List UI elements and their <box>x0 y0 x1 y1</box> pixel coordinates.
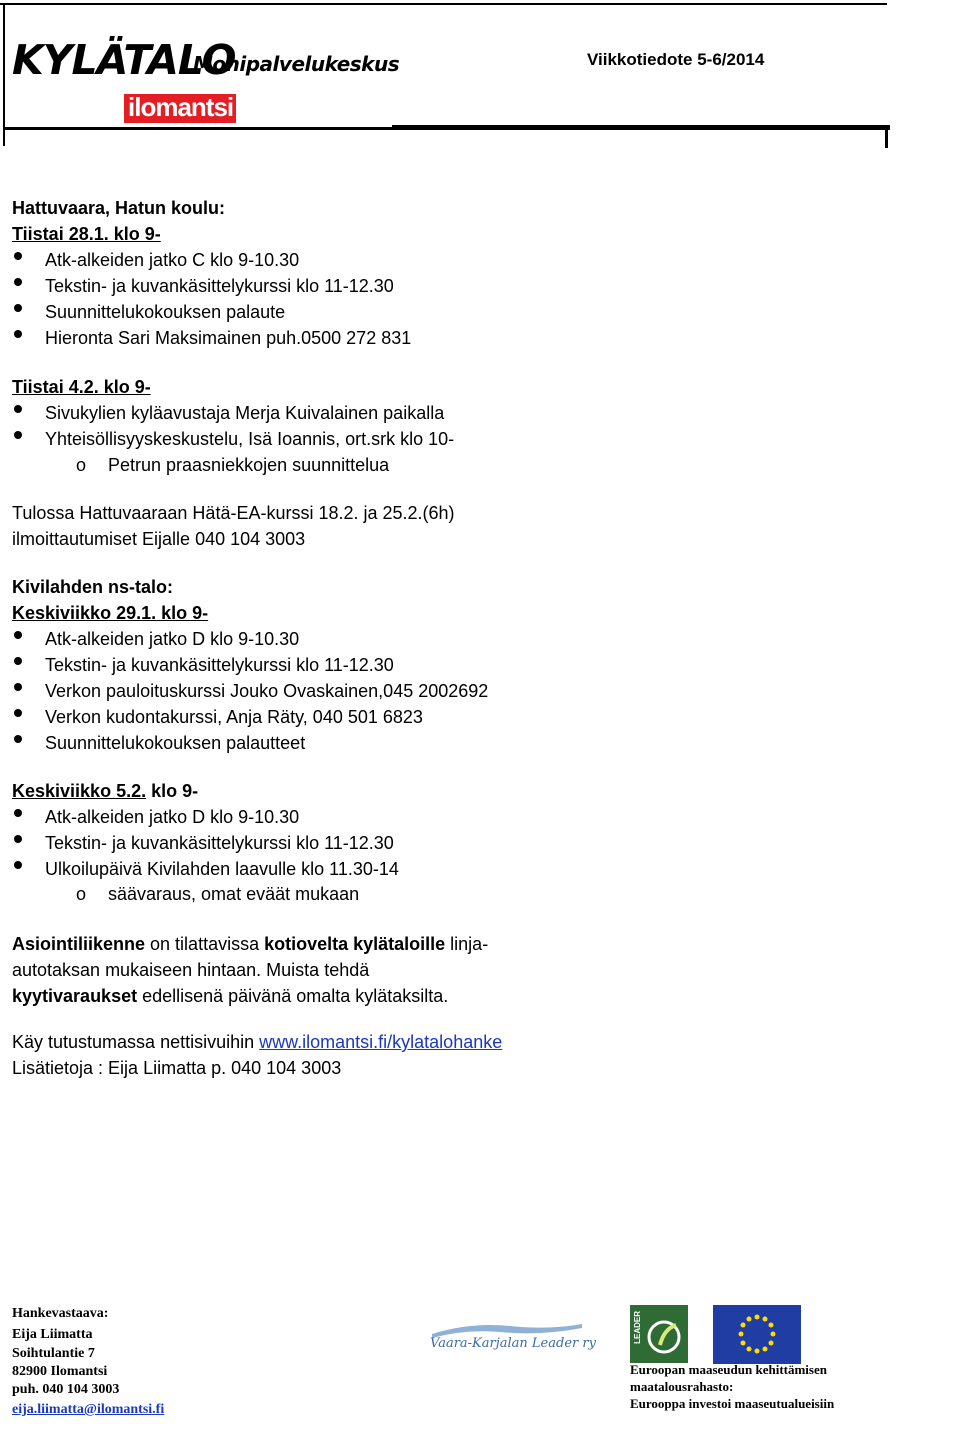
ilomantsi-logo-text: ilomantsi <box>128 92 234 122</box>
transport-line-2: autotaksan mukaiseen hintaan. Muista tehdä <box>12 960 370 980</box>
sub-list-item: säävaraus, omat eväät mukaan <box>108 884 360 904</box>
list-item: Atk-alkeiden jatko C klo 9-10.30 <box>45 250 300 270</box>
section-heading: Kivilahden ns-talo: <box>12 577 174 597</box>
contact-line: Lisätietoja : Eija Liimatta p. 040 104 3003 <box>12 1058 342 1078</box>
transport-line-1 <box>12 931 488 957</box>
list-item: Yhteisöllisyyskeskustelu, Isä Ioannis, ort.srk klo 10- <box>45 429 455 449</box>
header-top-rule <box>0 3 887 5</box>
bullet <box>14 278 22 286</box>
list-item: Tekstin- ja kuvankäsittelykurssi klo 11-12.30 <box>45 833 394 853</box>
header-left-rule <box>3 3 5 146</box>
vaara-karjala-leader-logo <box>430 1320 596 1360</box>
bullet <box>14 809 22 817</box>
transport-term: kotiovelta kylätaloille <box>264 934 446 954</box>
transport-term: Asiointiliikenne <box>12 934 146 954</box>
bullet <box>14 431 22 439</box>
ilomantsi-logo <box>124 94 236 123</box>
website-prefix: Käy tutustumassa nettisivuihin <box>12 1032 260 1052</box>
day-heading: Tiistai 28.1. klo 9- <box>12 224 161 244</box>
transport-line-3 <box>12 983 448 1009</box>
bullet <box>14 304 22 312</box>
list-item: Ulkoilupäivä Kivilahden laavulle klo 11.30-14 <box>45 859 399 879</box>
list-item: Suunnittelukokouksen palautteet <box>45 733 306 753</box>
transport-term: kyytivaraukset <box>12 986 138 1006</box>
contact-title: Hankevastaava: <box>12 1306 109 1321</box>
eu-fund-line: Eurooppa investoi maaseutualueisiin <box>630 1396 835 1411</box>
bullet <box>14 861 22 869</box>
sub-list-item: Petrun praasniekkojen suunnittelua <box>108 455 390 475</box>
day-heading <box>12 778 198 804</box>
bullet <box>14 835 22 843</box>
brand-subtitle: Monipalvelukeskus <box>193 52 400 76</box>
contact-email-link[interactable]: eija.liimatta@ilomantsi.fi <box>12 1402 165 1417</box>
leader-logo-text: LEADER <box>633 1311 642 1344</box>
bullet <box>14 252 22 260</box>
vk-logo-text: Vaara-Karjalan Leader ry <box>430 1336 596 1351</box>
list-item: Atk-alkeiden jatko D klo 9-10.30 <box>45 807 300 827</box>
transport-text: on tilattavissa <box>145 934 265 954</box>
bullet <box>14 683 22 691</box>
bullet <box>14 405 22 413</box>
leader-logo <box>630 1305 688 1363</box>
contact-phone: puh. 040 104 3003 <box>12 1382 120 1397</box>
day-heading: Keskiviikko 29.1. klo 9- <box>12 603 209 623</box>
bulletin-number: Viikkotiedote 5-6/2014 <box>587 50 765 69</box>
announcement-line: Tulossa Hattuvaaraan Hätä-EA-kurssi 18.2. ja 25.2.(6h) <box>12 503 455 523</box>
website-line <box>12 1029 502 1055</box>
contact-street: Soihtulantie 7 <box>12 1346 95 1361</box>
list-item: Verkon pauloituskurssi Jouko Ovaskainen,045 2002692 <box>45 681 489 701</box>
eu-flag-logo <box>713 1305 801 1364</box>
day-heading: Tiistai 4.2. klo 9- <box>12 377 151 397</box>
website-link[interactable]: www.ilomantsi.fi/kylatalohanke <box>259 1032 503 1052</box>
bullet <box>14 330 22 338</box>
announcement-line: ilmoittautumiset Eijalle 040 104 3003 <box>12 529 306 549</box>
header-bottom-rule-thick <box>392 125 890 130</box>
day-heading-time: klo 9- <box>146 781 199 801</box>
list-item: Sivukylien kyläavustaja Merja Kuivalainen paikalla <box>45 403 445 423</box>
transport-text: linja- <box>445 934 489 954</box>
day-heading-date: Keskiviikko 5.2. <box>12 781 147 801</box>
bullet <box>14 631 22 639</box>
list-item: Atk-alkeiden jatko D klo 9-10.30 <box>45 629 300 649</box>
contact-name: Eija Liimatta <box>12 1327 93 1342</box>
header-right-tick <box>885 128 888 148</box>
bullet <box>14 735 22 743</box>
list-item: Tekstin- ja kuvankäsittelykurssi klo 11-12.30 <box>45 655 394 675</box>
eu-fund-line: Euroopan maaseudun kehittämisen <box>630 1362 827 1377</box>
list-item: Tekstin- ja kuvankäsittelykurssi klo 11-12.30 <box>45 276 394 296</box>
brand-title: KYLÄTALO <box>12 36 236 84</box>
sub-bullet: o <box>76 884 87 904</box>
list-item: Suunnittelukokouksen palaute <box>45 302 286 322</box>
list-item: Verkon kudontakurssi, Anja Räty, 040 501 6823 <box>45 707 423 727</box>
contact-city: 82900 Ilomantsi <box>12 1364 108 1379</box>
eu-fund-line: maatalousrahasto: <box>630 1379 734 1394</box>
section-heading: Hattuvaara, Hatun koulu: <box>12 198 226 218</box>
bullet <box>14 709 22 717</box>
transport-text: edellisenä päivänä omalta kylätaksilta. <box>137 986 449 1006</box>
bullet <box>14 657 22 665</box>
eu-stars-icon <box>713 1305 801 1364</box>
list-item: Hieronta Sari Maksimainen puh.0500 272 831 <box>45 328 412 348</box>
sub-bullet: o <box>76 455 87 475</box>
